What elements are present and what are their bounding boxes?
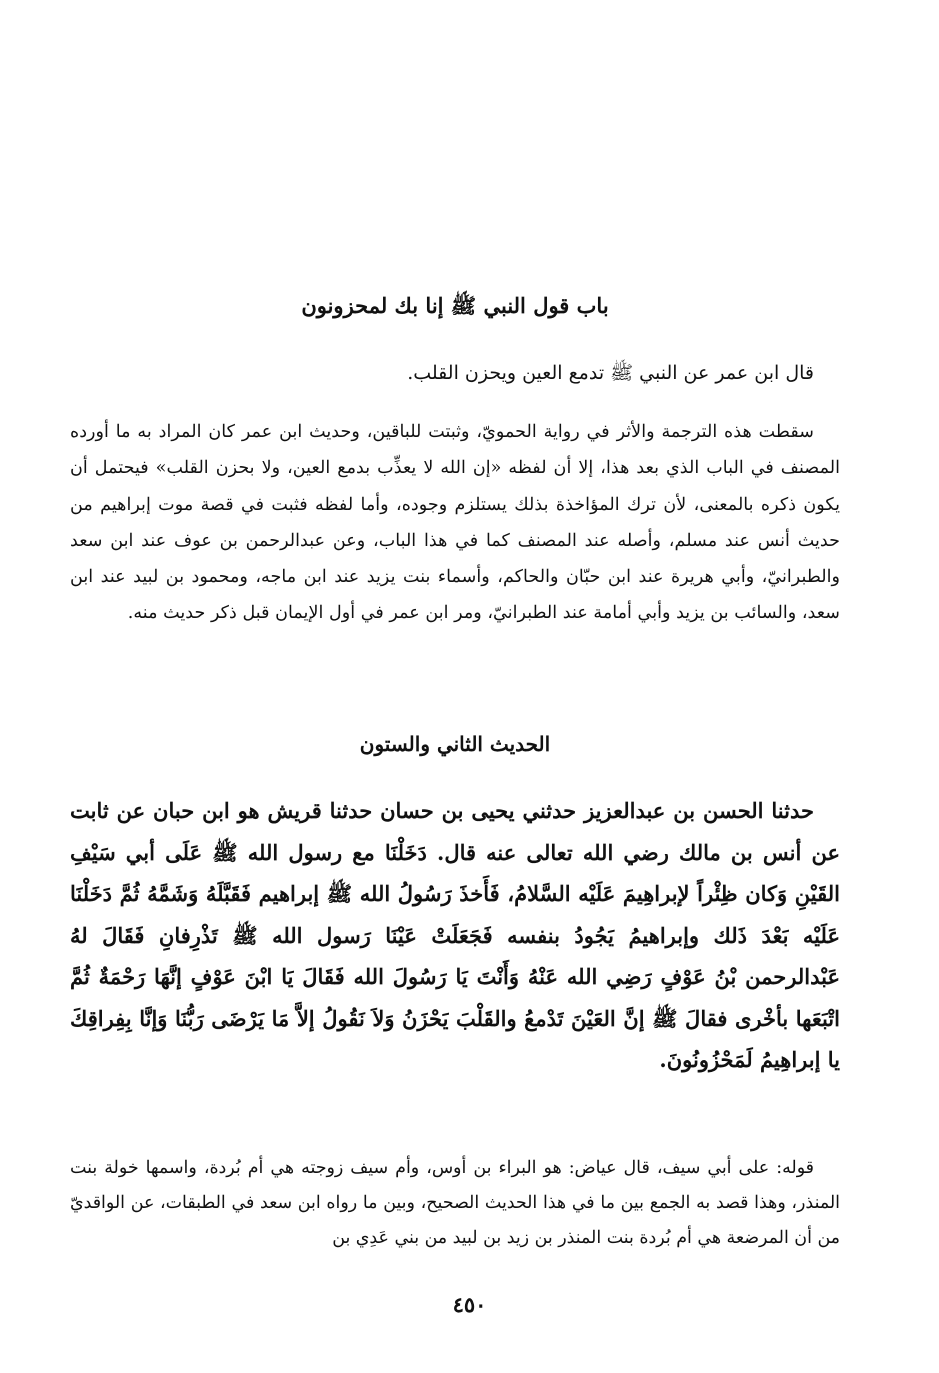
footnote-commentary: قوله: على أبي سيف، قال عياض: هو البراء بن أوس، وأم سيف زوجته هي أم بُردة، واسمها خولة بنت المنذر، وهذا قصد به الجمع بين ما في هذا الحديث الصحيح، وبين ما رواه ابن سعد في الطبقات، عن الواقديّ من أن المرضعة هي أم بُردة بنت المنذر بن زيد بن لبيد من بني عَدِي بن bbox=[70, 1158, 840, 1248]
hadith-text: حدثنا الحسن بن عبدالعزيز حدثني يحيى بن حسان حدثنا قريش هو ابن حبان عن ثابت عن أنس بن مالك رضي الله تعالى عنه قال. دَخَلْنَا مع رسول الله ﷺ عَلَى أبي سَيْفِ القَيْنِ وَكان ظِئْراً لإبراهِيمَ عَلَيْه السَّلامُ، فَأَخذَ رَسُولُ الله ﷺ إبراهيم فَقَبَّلَهُ وَشَمَّهُ ثُمَّ دَخَلْنَا عَلَيْه بَعْدَ ذَلك وإبراهيمُ يَجُودُ بنفسه فَجَعَلَتْ عَيْنَا رَسول الله ﷺ تَذْرِفانِ فَقَالَ لهُ عَبْدالرحمن بْنُ عَوْفٍ رَضِي الله عَنْهُ وَأَنْتَ يَا رَسُولَ الله فَقَالَ يَا ابْنَ عَوْفٍ إنَّهَا رَحْمَةٌ ثُمَّ اتْبَعَها بأخْرى فقالَ ﷺ إنَّ العَيْنَ تَدْمعُ والقَلْبَ يَحْزَنُ وَلاَ نَقُولُ إلاَّ مَا يَرْضَى رَبُّنَا وَإنَّا بِفِراقِكَ يا إبراهِيمُ لَمَحْزُونُونَ. bbox=[70, 798, 840, 1072]
hadith-title: الحديث الثاني والستون bbox=[359, 732, 551, 756]
athar-paragraph: قال ابن عمر عن النبي ﷺ تدمع العين ويحزن القلب. bbox=[407, 362, 814, 384]
chapter-title: باب قول النبي ﷺ إنا بك لمحزونون bbox=[301, 293, 609, 318]
commentary-paragraph: سقطت هذه الترجمة والأثر في رواية الحمويّ، وثبتت للباقين، وحديث ابن عمر كان المراد به ما أورده المصنف في الباب الذي بعد هذا، إلا أن لفظه «إن الله لا يعذِّب بدمع العين، ولا بحزن القلب» فيحتمل أن يكون ذكره بالمعنى، لأن ترك المؤاخذة بذلك يستلزم وجوده، وأما لفظه فثبت في قصة موت إبراهيم من حديث أنس عند مسلم، وأصله عند المصنف كما في هذا الباب، وعن عبدالرحمن بن عوف عند ابن سعد والطبرانيّ، وأبي هريرة عند ابن حبّان والحاكم، وأسماء بنت يزيد عند ابن ماجه، ومحمود بن لبيد عند ابن سعد، والسائب بن يزيد وأبي أمامة عند الطبرانيّ، ومر ابن عمر في أول الإيمان قبل ذكر حديث منه. bbox=[70, 422, 840, 624]
page-number: ٤٥٠ bbox=[452, 1292, 487, 1317]
